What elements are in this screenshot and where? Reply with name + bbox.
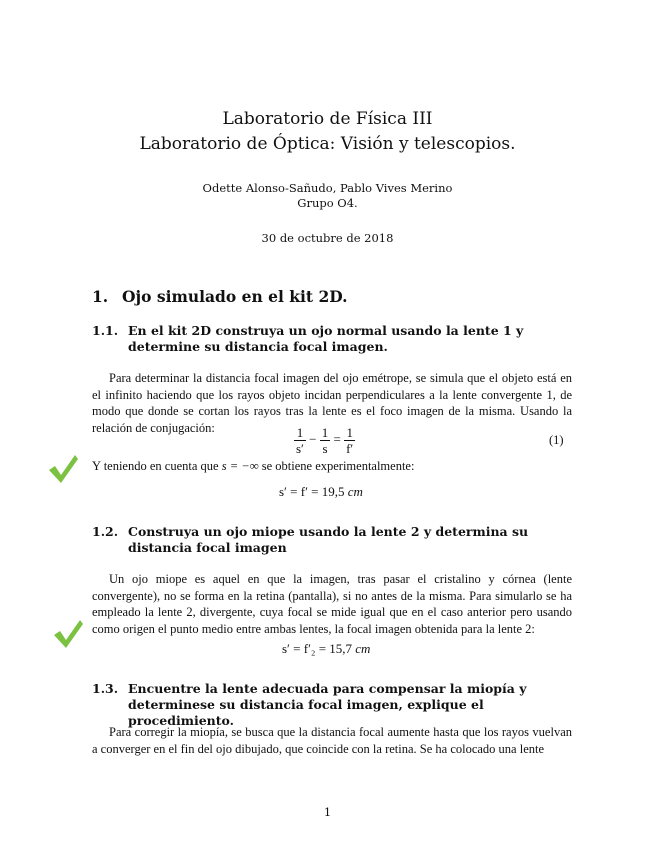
checkmark-icon (46, 452, 80, 486)
equation-1: $\frac{1}{s'}$ − $\frac{1}{s}$ = $\frac{1}{f'}$ (296, 425, 354, 456)
section-number: 1. (92, 287, 109, 306)
fraction: $\frac{1}{s'}$ (296, 425, 304, 456)
result-1-2: s′ = f′₂ = 15,7 cm (282, 641, 371, 656)
paragraph-1-1: Para determinar la distancia focal imagen del ojo emétrope, se simula que el objeto está en el infinito haciendo que los rayos objeto incidan perpendiculares a la lente convergente 1, de modo que donde se cortan los rayos tras la lente es el foco imagen de la misma. Usando la relación de conjugación: (92, 371, 572, 435)
subsection-1-1-heading (92, 323, 572, 355)
title-line-1: Laboratorio de Física III (222, 109, 433, 129)
checkmark-icon (51, 617, 85, 651)
title-line-2: Laboratorio de Óptica: Visión y telescopios. (139, 134, 516, 154)
paragraph-1-3: Para corregir la miopía, se busca que la distancia focal aumente hasta que los rayos vuelvan a converger en el fin del ojo dibujado, que coincide con la retina. Se ha colocado una lente (92, 725, 572, 756)
subsection-title: Encuentre la lente adecuada para compensar la miopía y determinese su distancia focal imagen, explique el procedimiento. (128, 681, 527, 728)
subsection-number: 1.1. (92, 323, 119, 338)
subsection-1-2-heading (92, 524, 572, 556)
page-number: 1 (323, 805, 332, 819)
equation-number: (1) (549, 433, 564, 447)
paragraph-1-2: Un ojo miope es aquel en que la imagen, tras pasar el cristalino y córnea (lente convergente), no se forma en la retina (pantalla), si no antes de la misma. Para simularlo se ha empleado la lente 2, divergente, cuya focal se mide igual que en el caso anterior pero usando como origen el punto medio entre ambas lentes, la focal imagen obtenida para la lente 2: (92, 572, 572, 636)
subsection-number: 1.3. (92, 681, 119, 696)
paragraph-1-1b: Y teniendo en cuenta que s = −∞ se obtiene experimentalmente: (92, 459, 415, 473)
inline-math: s = −∞ (221, 459, 259, 473)
section-1-heading (92, 287, 348, 306)
subsection-title: En el kit 2D construya un ojo normal usando la lente 1 y determine su distancia focal imagen. (128, 323, 524, 354)
subsection-number: 1.2. (92, 524, 119, 539)
result-1-1: s′ = f′ = 19,5 cm (279, 484, 363, 499)
subsection-title: Construya un ojo miope usando la lente 2 y determina su distancia focal imagen (128, 524, 529, 555)
section-title: Ojo simulado en el kit 2D. (122, 287, 348, 306)
fraction: $\frac{1}{s}$ (321, 425, 329, 456)
fraction: $\frac{1}{f'}$ (346, 425, 354, 456)
subsection-1-3-heading (92, 681, 572, 729)
date: 30 de octubre de 2018 (261, 231, 394, 245)
authors: Odette Alonso-Sañudo, Pablo Vives Merino (202, 181, 453, 195)
group: Grupo O4. (297, 196, 358, 210)
